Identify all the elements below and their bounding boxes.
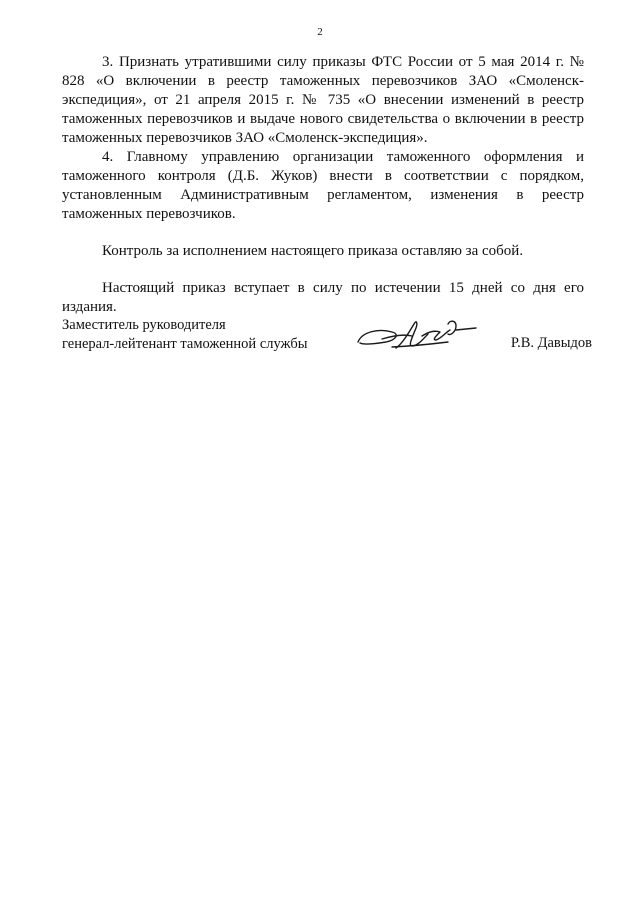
signature-block: [62, 316, 592, 366]
signer-title-line-1: Заместитель руководителя: [62, 317, 226, 333]
paragraph-item-3: 3. Признать утратившими силу приказы ФТС России от 5 мая 2014 г. № 828 «О включении в реестр таможенных перевозчиков ЗАО «Смоленск-экспедиция», от 21 апреля 2015 г. № 735 «О внесении изменений в реестр таможенных перевозчиков и выдаче нового свидетельства о включении в реестр таможенных перевозчиков ЗАО «Смоленск-экспедиция».: [62, 54, 584, 146]
document-body: [62, 53, 584, 317]
signer-title-line-2: генерал-лейтенант таможенной службы: [62, 336, 308, 352]
signer-title: [62, 316, 308, 354]
handwritten-signature: [352, 314, 482, 354]
paragraph-effective-date: Настоящий приказ вступает в силу по истечении 15 дней со дня его издания.: [62, 280, 584, 315]
page-number: 2: [317, 26, 323, 38]
paragraph-item-4: 4. Главному управлению организации таможенного оформления и таможенного контроля (Д.Б. Жуков) внести в соответствии с порядком, установленным Административным регламентом, изменения в реестр таможенных перевозчиков.: [62, 149, 584, 222]
signer-name: Р.В. Давыдов: [510, 335, 592, 351]
paragraph-control: Контроль за исполнением настоящего приказа оставляю за собой.: [102, 243, 524, 259]
